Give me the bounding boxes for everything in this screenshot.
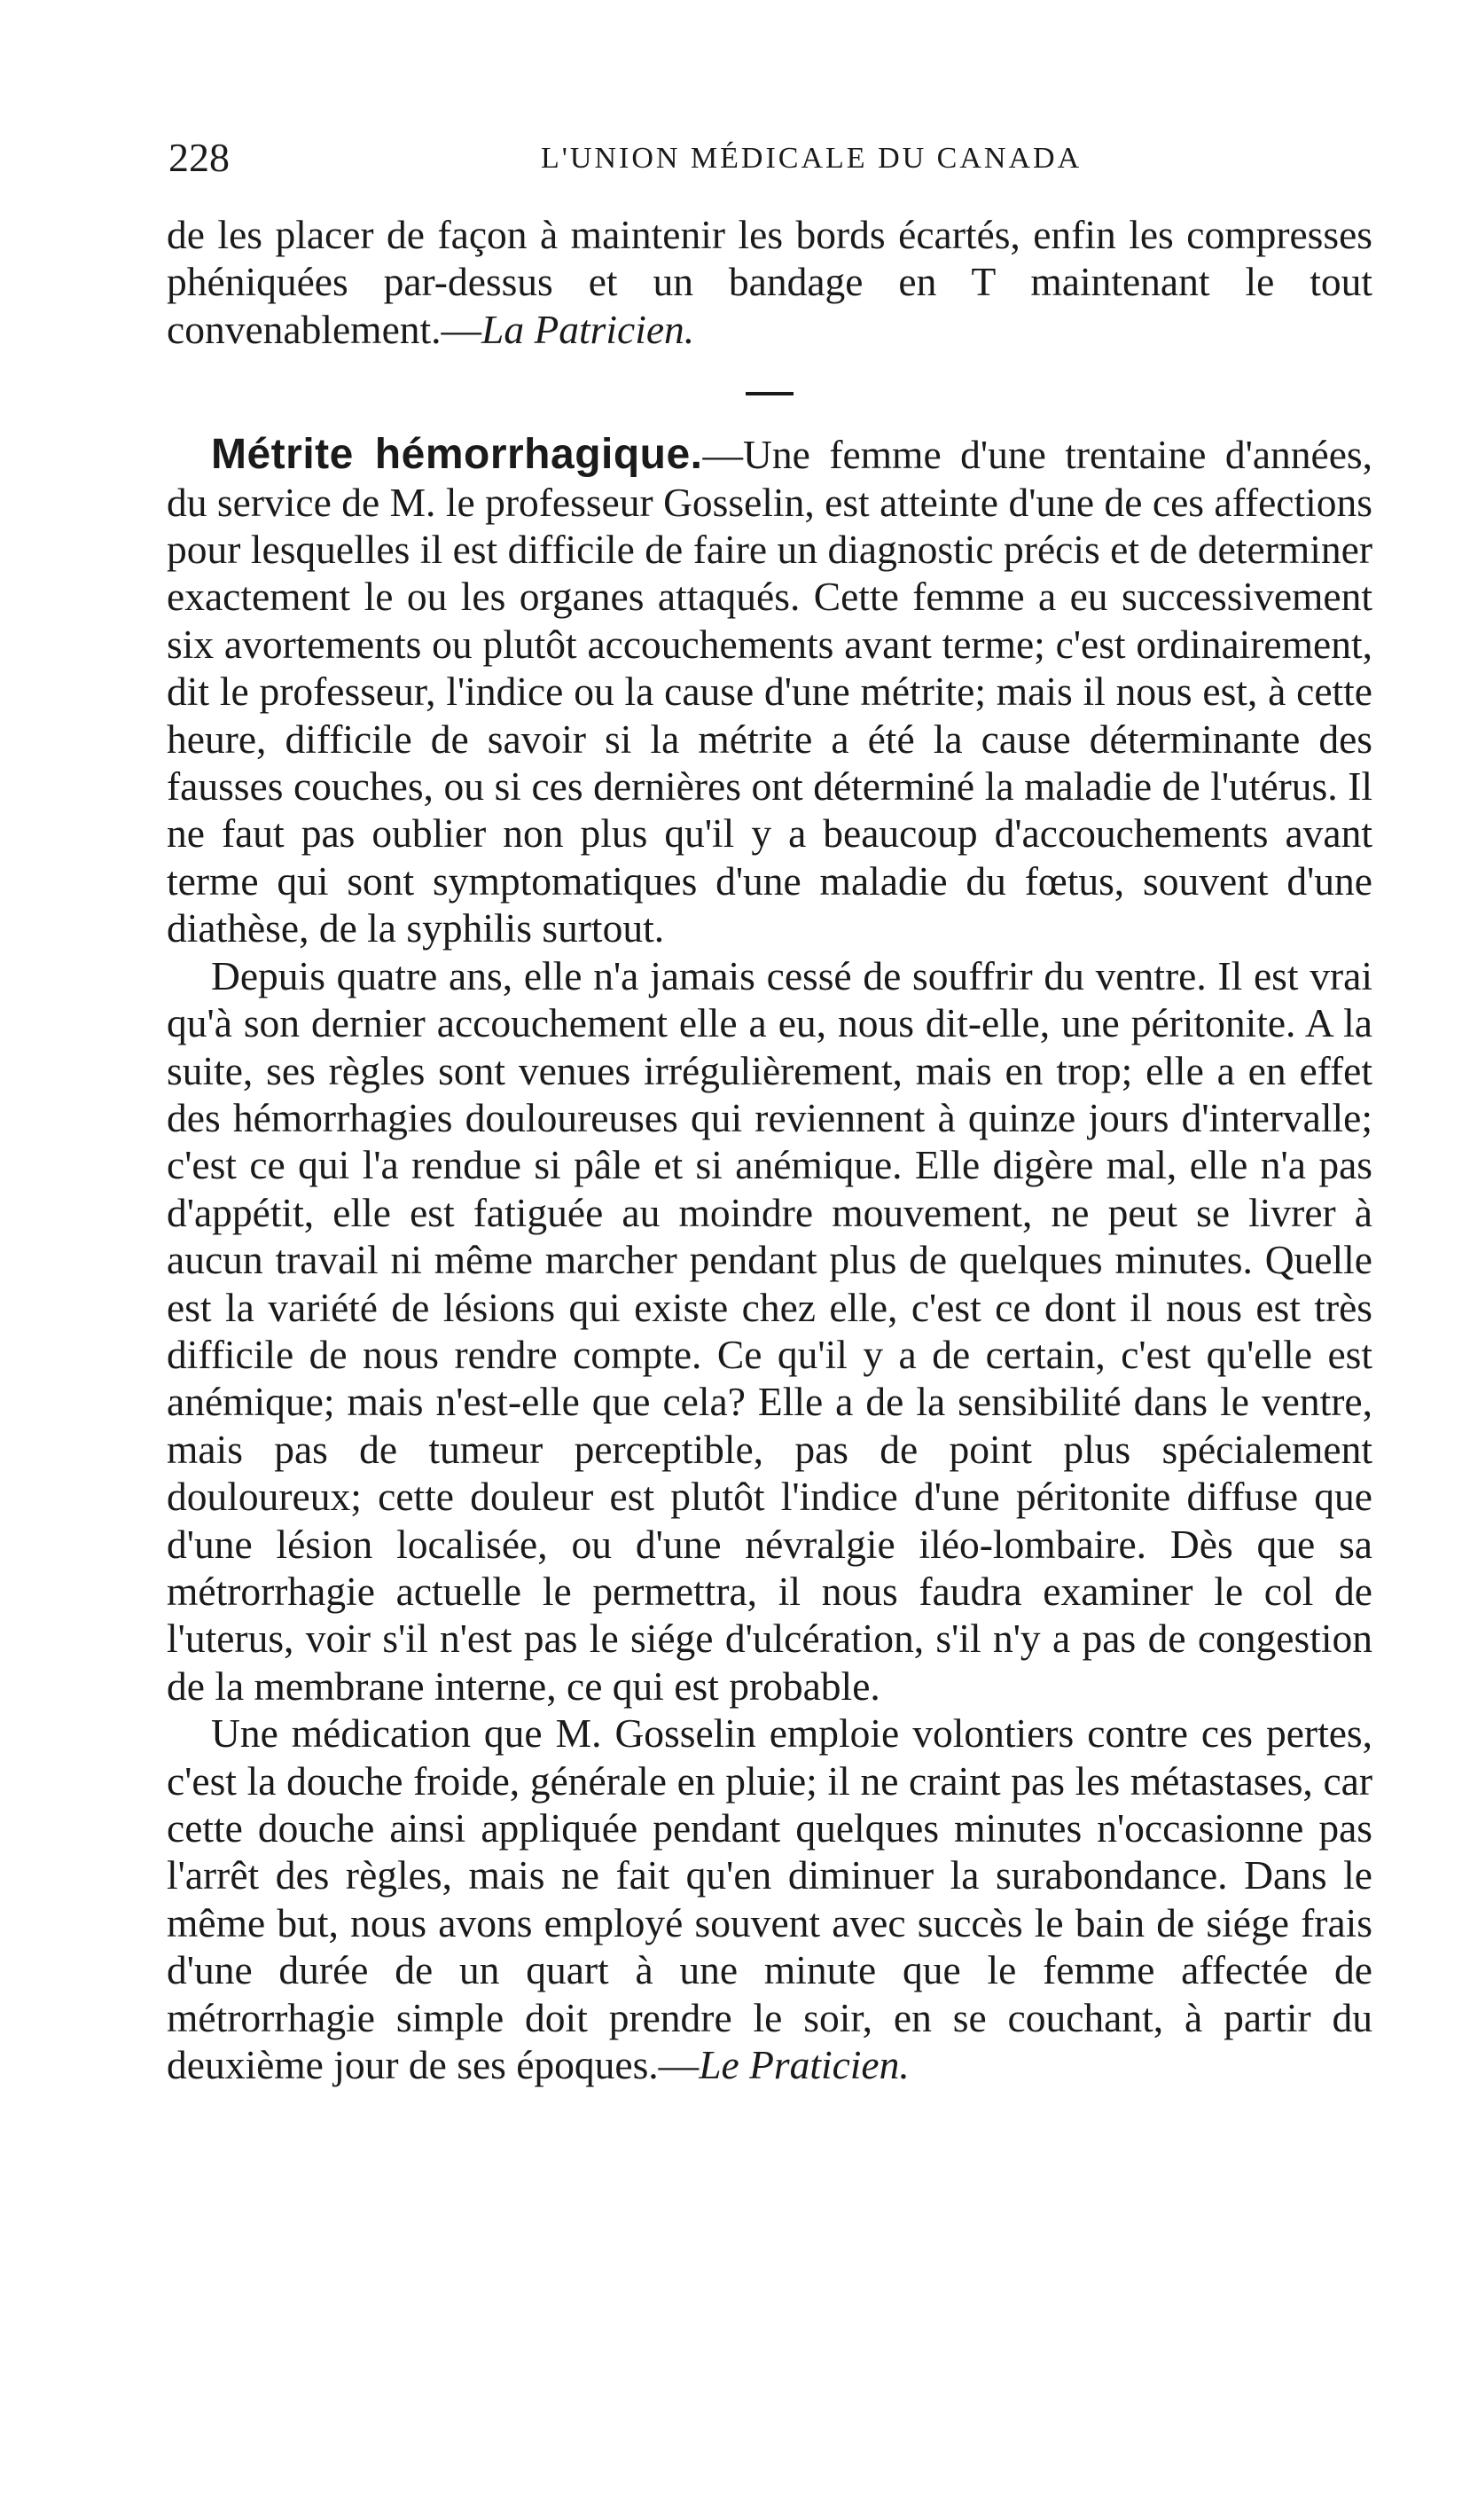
article-paragraph-1-text: —Une femme d'une trentaine d'années, du service de M. le professeur Gosselin, est atteinte d'une de ces affections pour lesquelles il est difficile de faire un diagnostic précis et de determiner exactement le ou les organes attaqués. Cette femme a eu successivement six avortements ou plutôt accouchements avant terme; c'est ordinairement, dit le professeur, l'indice ou la cause d'une métrite; mais il nous est, à cette heure, difficile de savoir si la métrite a été la cause déterminante des fausses couches, ou si ces dernières ont déterminé la maladie de l'utérus. Il ne faut pas oublier non plus qu'il y a beaucoup d'accouchements avant terme qui sont symptomatiques d'une maladie du fœtus, souvent d'une diathèse, de la syphilis surtout. [167, 432, 1372, 951]
section-divider [746, 392, 794, 395]
article-title: Métrite hémorrhagique. [211, 431, 703, 479]
intro-paragraph [167, 211, 1372, 353]
article-paragraph-3 [167, 1710, 1372, 2088]
article-source: Le Praticien. [699, 2042, 910, 2088]
journal-title: L'UNION MÉDICALE DU CANADA [541, 142, 1083, 175]
article-paragraph-1 [167, 431, 1372, 951]
article-paragraph-3-text: Une médication que M. Gosselin emploie volontiers contre ces pertes, c'est la douche froide, générale en pluie; il ne craint pas les métastases, car cette douche ainsi appliquée pendant quelques minutes n'occasionne pas l'arrêt des règles, mais ne fait qu'en diminuer la surabondance. Dans le même but, nous avons employé souvent avec succès le bain de siége frais d'une durée de un quart à une minute que le femme affectée de métrorrhagie simple doit prendre le soir, en se couchant, à partir du deuxième jour de ses époques.— [167, 1710, 1372, 2088]
page-number: 228 [168, 135, 230, 180]
intro-text: de les placer de façon à maintenir les bords écartés, enfin les compresses phéniquées par-dessus et un bandage en T maintenant le tout convenablement.— [167, 212, 1372, 352]
running-head [168, 131, 1179, 184]
intro-source: La Patricien. [481, 306, 695, 352]
article-paragraph-2: Depuis quatre ans, elle n'a jamais cessé de souffrir du ventre. Il est vrai qu'à son dernier accouchement elle a eu, nous dit-elle, une péritonite. A la suite, ses règles sont venues irrégulièrement, mais en trop; elle a en effet des hémorrhagies douloureuses qui reviennent à quinze jours d'intervalle; c'est ce qui l'a rendue si pâle et si anémique. Elle digère mal, elle n'a pas d'appétit, elle est fatiguée au moindre mouvement, ne peut se livrer à aucun travail ni même marcher pendant plus de quelques minutes. Quelle est la variété de lésions qui existe chez elle, c'est ce dont il nous est très difficile de nous rendre compte. Ce qu'il y a de certain, c'est qu'elle est anémique; mais n'est-elle que cela? Elle a de la sensibilité dans le ventre, mais pas de tumeur perceptible, pas de point plus spécialement douloureux; cette douleur est plutôt l'indice d'une péritonite diffuse que d'une lésion localisée, ou d'une névralgie iléo-lombaire. Dès que sa métrorrhagie actuelle le permettra, il nous faudra examiner le col de l'uterus, voir s'il n'est pas le siége d'ulcération, s'il n'y a pas de congestion de la membrane interne, ce qui est probable. [167, 952, 1372, 1709]
page-body [167, 211, 1372, 2088]
